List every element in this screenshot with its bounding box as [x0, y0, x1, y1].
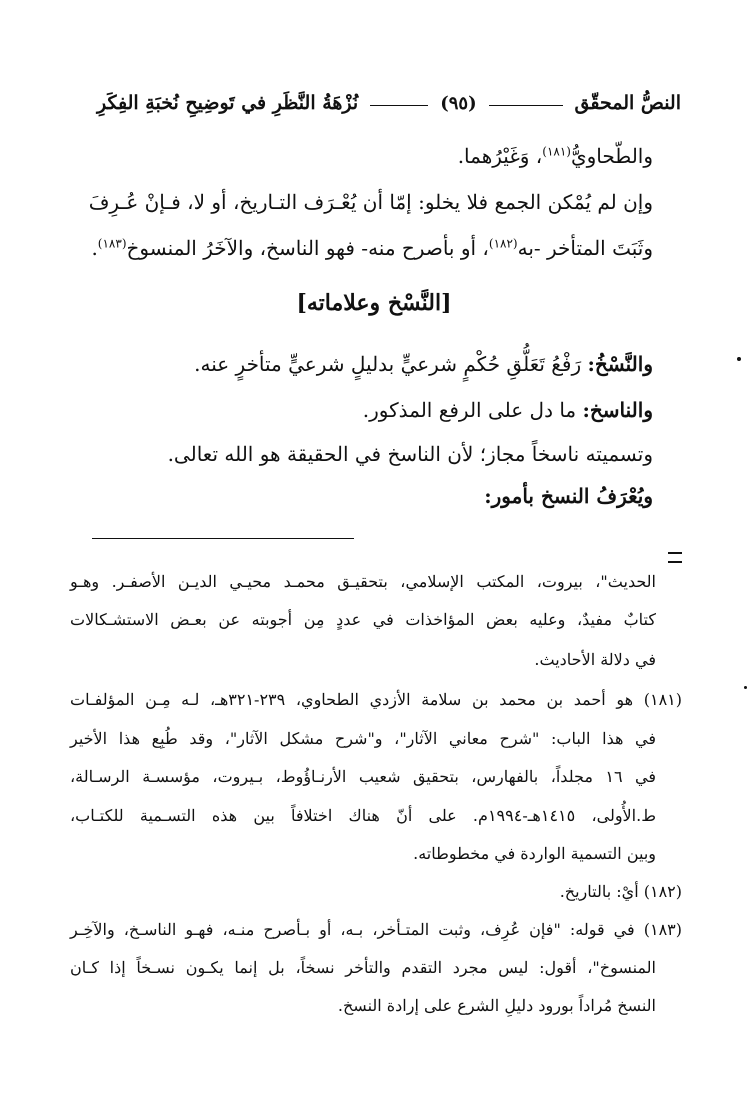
footnote-183-line-2: المنسوخ"، أقول: ليس مجرد التقدم والتأخر نسخاً، بل إنما يكـون نسـخاً إذا كـان	[70, 958, 656, 977]
footnote-183-line-1: (١٨٣) في قوله: "فإن عُرِف، وثبت المتـأخر، بـه، أو بـأصرح منـه، فهـو الناسـخ، والآخِـر	[70, 920, 682, 939]
header-right-title: نُزْهَةُ النَّظَرِ في تَوضِيحِ نُخبَةِ الفِكَرِ	[97, 92, 359, 114]
page-number: (٩٥)	[440, 92, 477, 114]
footnote-182: (١٨٢) أيْ: بالتاريخ.	[559, 882, 682, 901]
footnote-181-line-1: (١٨١) هو أحمد بن محمد بن سلامة الأزدي الطحاوي، ٢٣٩-٣٢١هـ، لـه مِـن المؤلفـات	[70, 690, 682, 709]
continuation-mark	[668, 552, 682, 563]
body-line-1: والطّحاويُّ$^{(١٨١)}$، وَغَيْرُهما.	[457, 144, 653, 168]
footnote-cont-line-1: الحديث"، بيروت، المكتب الإسلامي، بتحقيـق محمـد محيـي الديـن الأصفـر. وهـو	[70, 572, 656, 591]
footnote-ref-181: (١٨١)	[542, 144, 571, 159]
footnote-181-line-4: ط.الأُولى، ١٤١٥هـ-١٩٩٤م. على أنّ هناك اختلافاً بين هذه التسـمية للكتـاب،	[70, 806, 657, 825]
definition-naskh: والنَّسْخُ: رَفْعُ تَعَلُّقِ حُكْمٍ شرعيٍّ بدليلٍ شرعيٍّ متأخرٍ عنه.	[194, 352, 653, 376]
footnote-181-line-5: وبين التسمية الواردة في مخطوطاته.	[413, 844, 656, 863]
footnote-181-line-3: في ١٦ مجلداً، بالفهارس، بتحقيق شعيب الأرنـاؤُوط، بـيروت، مؤسسـة الرسـالة،	[70, 767, 657, 786]
footnote-cont-line-3: في دلالة الأحاديث.	[534, 650, 656, 669]
definition-nasikh: والناسخ: ما دل على الرفع المذكور.	[362, 398, 653, 422]
header-rule-short	[370, 105, 428, 106]
footnote-cont-line-2: كتابٌ مفيدٌ، وعليه بعض المؤاخذات في عددٍ مِن أجوبته عن بعـض الاستشـكالات	[70, 610, 656, 629]
footnote-183-line-3: النسخ مُراداً بورود دليلِ الشرع على إرادة النسخ.	[337, 996, 656, 1015]
footnote-181-line-2: في هذا الباب: "شرح معاني الآثار"، و"شرح مشكل الآثار"، وقد طُبِع هذا الأخير	[70, 729, 656, 748]
footnote-ref-182: (١٨٢)	[488, 236, 518, 251]
scan-speck	[737, 357, 741, 361]
footnote-ref-183: (١٨٣)	[97, 236, 127, 251]
header-left-title: النصُّ المحقّق	[574, 92, 681, 114]
section-heading: [النَّسْخ وعلاماته]	[296, 290, 452, 316]
scan-speck	[744, 686, 747, 689]
footnote-divider	[92, 538, 354, 539]
body-line-2: وإن لم يُمْكن الجمع فلا يخلو: إمّا أن يُعْـرَف التـاريخ، أو لا، فـإنْ عُـرِفَ	[88, 190, 653, 214]
header-rule	[489, 105, 563, 106]
recognition-intro: ويُعْرَفُ النسخ بأمور:	[484, 484, 653, 508]
body-line-3: وثَبَتَ المتأخر ‑به$^{(١٨٢)}$، أو بأصرح منه‑ فهو الناسخ، والآخَرُ المنسوخ$^{(١٨٣)}$.	[91, 236, 653, 260]
running-header	[97, 86, 681, 120]
naming-note: وتسميته ناسخاً مجاز؛ لأن الناسخ في الحقيقة هو الله تعالى.	[167, 442, 653, 466]
